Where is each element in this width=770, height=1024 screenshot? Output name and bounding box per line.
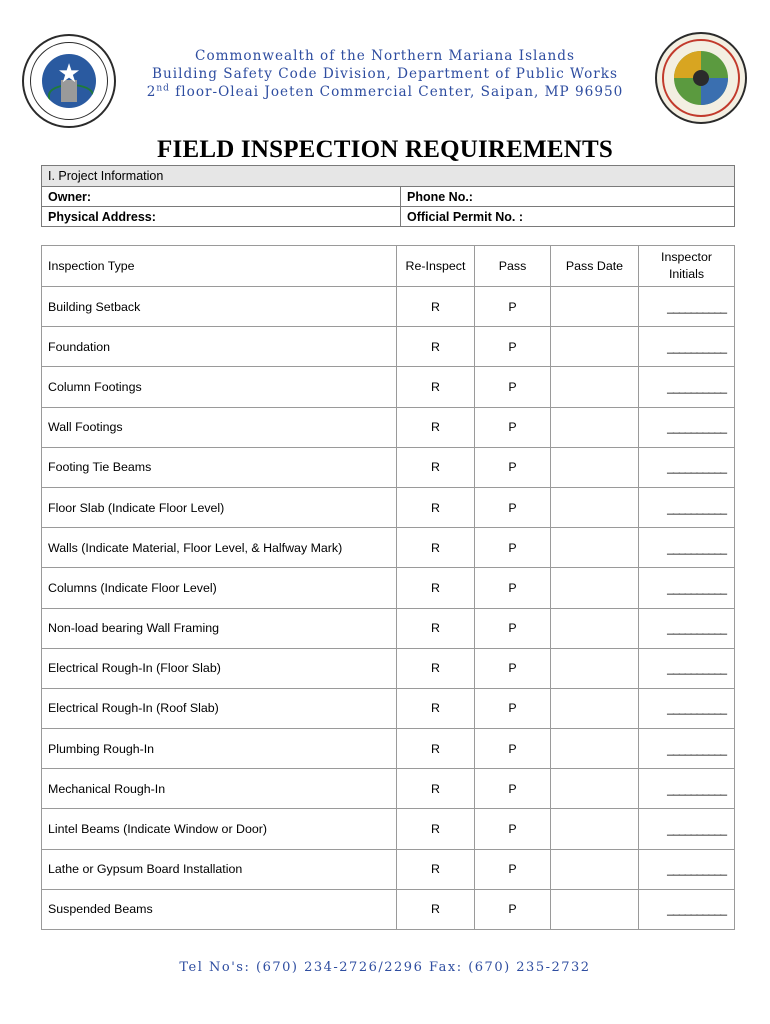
re-inspect-cell[interactable]: R (397, 769, 475, 809)
inspector-initials-cell[interactable]: __________ (639, 407, 735, 447)
letterhead-line-1: Commonwealth of the Northern Mariana Islands (195, 48, 575, 64)
pass-date-cell[interactable] (551, 849, 639, 889)
pass-cell[interactable]: P (475, 487, 551, 527)
pass-date-cell[interactable] (551, 287, 639, 327)
letterhead-line-2: Building Safety Code Division, Department of Public Works (152, 66, 618, 82)
re-inspect-cell[interactable]: R (397, 367, 475, 407)
inspector-initials-cell[interactable]: __________ (639, 648, 735, 688)
pass-date-cell[interactable] (551, 648, 639, 688)
pass-date-cell[interactable] (551, 327, 639, 367)
pass-date-cell[interactable] (551, 769, 639, 809)
header-inspector-initials: Inspector Initials (639, 246, 735, 287)
letterhead-line-3: 2nd floor-Oleai Joeten Commercial Center, Saipan, MP 96950 (146, 83, 624, 100)
inspector-initials-cell[interactable]: __________ (639, 287, 735, 327)
re-inspect-cell[interactable]: R (397, 528, 475, 568)
table-row (42, 688, 735, 728)
inspector-initials-cell[interactable]: __________ (639, 327, 735, 367)
table-row (42, 568, 735, 608)
re-inspect-cell[interactable]: R (397, 327, 475, 367)
pass-date-cell[interactable] (551, 447, 639, 487)
re-inspect-cell[interactable]: R (397, 849, 475, 889)
owner-field[interactable]: Owner: (42, 187, 401, 207)
pass-cell[interactable]: P (475, 688, 551, 728)
letterhead (140, 47, 630, 101)
pass-date-cell[interactable] (551, 407, 639, 447)
inspector-initials-cell[interactable]: __________ (639, 849, 735, 889)
table-row (42, 327, 735, 367)
table-row (42, 849, 735, 889)
pass-date-cell[interactable] (551, 608, 639, 648)
pass-date-cell[interactable] (551, 729, 639, 769)
table-row (42, 809, 735, 849)
re-inspect-cell[interactable]: R (397, 487, 475, 527)
pass-date-cell[interactable] (551, 528, 639, 568)
table-header-row (42, 246, 735, 287)
pass-date-cell[interactable] (551, 487, 639, 527)
table-row (42, 648, 735, 688)
inspection-type-cell: Columns (Indicate Floor Level) (42, 568, 397, 608)
header-re-inspect: Re-Inspect (397, 246, 475, 287)
pass-date-cell[interactable] (551, 809, 639, 849)
re-inspect-cell[interactable]: R (397, 287, 475, 327)
inspection-type-cell: Non-load bearing Wall Framing (42, 608, 397, 648)
inspector-initials-cell[interactable]: __________ (639, 809, 735, 849)
inspection-type-cell: Footing Tie Beams (42, 447, 397, 487)
inspection-type-cell: Foundation (42, 327, 397, 367)
pass-cell[interactable]: P (475, 568, 551, 608)
pass-cell[interactable]: P (475, 769, 551, 809)
table-row (42, 367, 735, 407)
dpw-seal-icon (655, 32, 747, 124)
address-field[interactable]: Physical Address: (42, 207, 401, 227)
inspection-type-cell: Suspended Beams (42, 889, 397, 929)
re-inspect-cell[interactable]: R (397, 568, 475, 608)
footer-contact: Tel No's: (670) 234-2726/2296 Fax: (670) 235-2732 (179, 960, 591, 975)
re-inspect-cell[interactable]: R (397, 889, 475, 929)
phone-field[interactable]: Phone No.: (401, 187, 735, 207)
re-inspect-cell[interactable]: R (397, 407, 475, 447)
re-inspect-cell[interactable]: R (397, 608, 475, 648)
re-inspect-cell[interactable]: R (397, 447, 475, 487)
inspection-type-cell: Electrical Rough-In (Roof Slab) (42, 688, 397, 728)
inspection-type-cell: Mechanical Rough-In (42, 769, 397, 809)
pass-cell[interactable]: P (475, 287, 551, 327)
table-row (42, 287, 735, 327)
table-row (42, 729, 735, 769)
inspector-initials-cell[interactable]: __________ (639, 528, 735, 568)
pass-date-cell[interactable] (551, 688, 639, 728)
pass-cell[interactable]: P (475, 608, 551, 648)
pass-cell[interactable]: P (475, 889, 551, 929)
pass-date-cell[interactable] (551, 568, 639, 608)
permit-field[interactable]: Official Permit No. : (401, 207, 735, 227)
re-inspect-cell[interactable]: R (397, 809, 475, 849)
pass-cell[interactable]: P (475, 447, 551, 487)
inspection-type-cell: Wall Footings (42, 407, 397, 447)
inspection-type-cell: Column Footings (42, 367, 397, 407)
page-title: FIELD INSPECTION REQUIREMENTS (157, 136, 613, 163)
inspection-type-cell: Lathe or Gypsum Board Installation (42, 849, 397, 889)
project-information-table (41, 165, 735, 227)
pass-cell[interactable]: P (475, 849, 551, 889)
cnmi-seal-icon: ★ (22, 34, 116, 128)
table-row (42, 608, 735, 648)
pass-date-cell[interactable] (551, 367, 639, 407)
inspection-type-cell: Floor Slab (Indicate Floor Level) (42, 487, 397, 527)
table-row (42, 528, 735, 568)
section-heading: I. Project Information (42, 166, 735, 187)
inspection-type-cell: Building Setback (42, 287, 397, 327)
pass-cell[interactable]: P (475, 367, 551, 407)
inspection-type-cell: Plumbing Rough-In (42, 729, 397, 769)
inspection-table (41, 245, 735, 930)
inspection-type-cell: Electrical Rough-In (Floor Slab) (42, 648, 397, 688)
inspection-type-cell: Walls (Indicate Material, Floor Level, & Halfway Mark) (42, 528, 397, 568)
re-inspect-cell[interactable]: R (397, 729, 475, 769)
table-row (42, 487, 735, 527)
table-row (42, 407, 735, 447)
re-inspect-cell[interactable]: R (397, 688, 475, 728)
inspector-initials-cell[interactable]: __________ (639, 367, 735, 407)
inspector-initials-cell[interactable]: __________ (639, 487, 735, 527)
inspector-initials-cell[interactable]: __________ (639, 447, 735, 487)
inspector-initials-cell[interactable]: __________ (639, 729, 735, 769)
inspector-initials-cell[interactable]: __________ (639, 568, 735, 608)
inspector-initials-cell[interactable]: __________ (639, 889, 735, 929)
header-pass-date: Pass Date (551, 246, 639, 287)
pass-cell[interactable]: P (475, 528, 551, 568)
header-inspection-type: Inspection Type (42, 246, 397, 287)
inspection-type-cell: Lintel Beams (Indicate Window or Door) (42, 809, 397, 849)
table-row (42, 769, 735, 809)
pass-cell[interactable]: P (475, 809, 551, 849)
header-pass: Pass (475, 246, 551, 287)
pass-date-cell[interactable] (551, 889, 639, 929)
table-row (42, 889, 735, 929)
pass-cell[interactable]: P (475, 407, 551, 447)
inspector-initials-cell[interactable]: __________ (639, 608, 735, 648)
inspector-initials-cell[interactable]: __________ (639, 688, 735, 728)
pass-cell[interactable]: P (475, 648, 551, 688)
pass-cell[interactable]: P (475, 327, 551, 367)
pass-cell[interactable]: P (475, 729, 551, 769)
re-inspect-cell[interactable]: R (397, 648, 475, 688)
table-row (42, 447, 735, 487)
inspector-initials-cell[interactable]: __________ (639, 769, 735, 809)
